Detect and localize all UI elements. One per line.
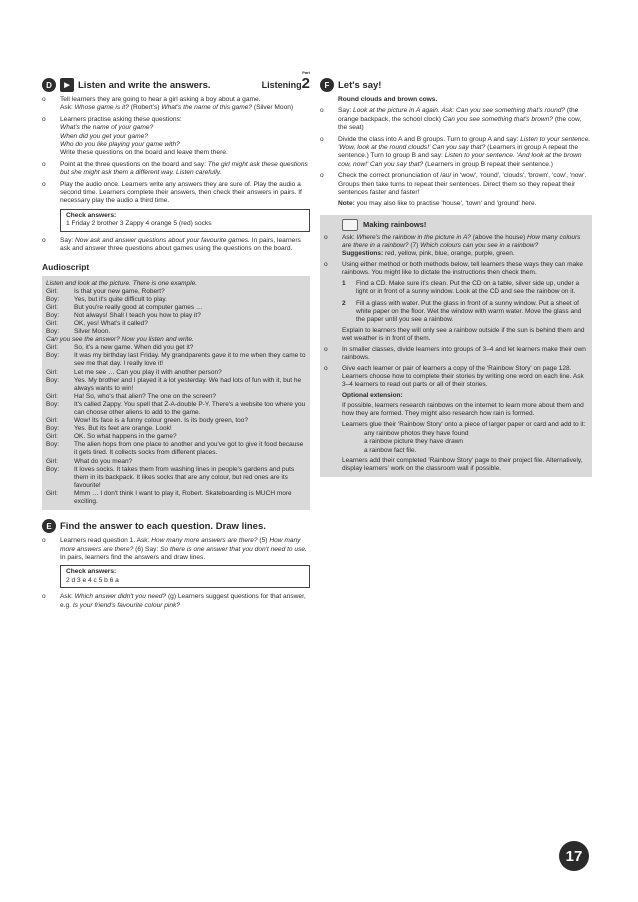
instruction-text: Using either method or both methods below, tell learners these ways they can make rainbows. You might like to dictate the instructions then check them. [342, 261, 583, 277]
instruction-text: In pairs, learners find the answers and draw lines. [60, 553, 206, 561]
audioscript-line [46, 490, 306, 506]
instruction-text: Ask: [60, 593, 73, 601]
question-text: How many colours are there in a rainbow? [342, 233, 581, 249]
suggestions-text: red, yellow, pink, blue, orange, purple, green. [384, 250, 515, 258]
section-d-heading [42, 70, 310, 92]
speaker-label: Boy: [46, 328, 60, 336]
question-text: Can you see something that's brown? [442, 115, 553, 123]
speaker-label: Girl: [46, 417, 58, 425]
instruction-text: (Learners in group A repeat the sentence.) Turn to group B and say: [338, 144, 579, 160]
instruction-text: In smaller classes, divide learners into groups of 3–4 and let learners make their own rainbows. [342, 346, 586, 362]
check-answers-list: 1 Friday 2 brother 3 Zappy 4 orange 5 (red) socks [66, 220, 212, 228]
speaker-label: Boy: [46, 295, 60, 303]
step-number: 1 [342, 280, 346, 288]
dialogue-text: Yes, but it's quite difficult to play. [74, 295, 167, 303]
speaker-label: Boy: [46, 311, 60, 319]
instruction-text: Play the audio once. Learners write any answers they are sure of. Play the audio a second time. Learners complete their answers, then check their answers in pairs. If necessary play the audio a third time. [60, 180, 302, 205]
skill-label: Listening [261, 80, 302, 90]
answer-text: (5) [259, 537, 268, 545]
question-text: Which colours can you see in a rainbow? [420, 241, 539, 249]
answer-text: (Robert's) [130, 104, 160, 112]
speaker-label: Girl: [46, 287, 58, 295]
audioscript-line [46, 288, 306, 296]
speaker-label: Girl: [46, 344, 58, 352]
section-e-title: Find the answer to each question. Draw lines. [60, 520, 266, 532]
audioscript-line [46, 377, 306, 393]
audioscript-lines-example [46, 288, 306, 337]
step-text: Find a CD. Make sure it's clean. Put the CD on a table, silver side up, under a light or in front of a sunny window. Look at the CD and see the rainbow on it. [356, 280, 580, 296]
audioscript-line [46, 296, 306, 304]
optional-extension-text: If possible, learners research rainbows on the internet to learn more about them and how they are formed. They might also research how rain is formed. [342, 401, 584, 417]
part-tag [262, 70, 310, 92]
answer-text: (the cow, the seat) [338, 115, 582, 132]
step-number: 2 [342, 299, 346, 307]
dialogue-text: What do you mean? [74, 457, 133, 465]
instruction-text: Learners practise asking these questions: [60, 115, 182, 123]
audioscript-intro: Listen and look at the picture. There is one example. [46, 279, 198, 287]
section-d-title: Listen and write the answers. [78, 79, 211, 91]
instruction-text: Learners read question 1. Ask: [60, 537, 150, 545]
dialogue-text: OK, yes! What's it called? [74, 319, 148, 327]
instruction-item [42, 181, 310, 206]
dialogue-text: Is that your new game, Robert? [74, 287, 165, 295]
speaker-label: Girl: [46, 433, 58, 441]
dialogue-text: So, it's a new game. When did you get it? [74, 344, 194, 352]
instruction-item [324, 234, 588, 258]
section-e-heading [42, 519, 310, 533]
suggestions-label: Suggestions: [342, 250, 384, 258]
instruction-text: In pairs, learners ask and answer three questions about games using the questions on the board. [60, 236, 301, 253]
audioscript-lines-main [46, 344, 306, 506]
audioscript-line [46, 425, 306, 433]
instruction-text: Say: [60, 236, 74, 244]
list-item: any rainbow photos they have found [364, 429, 469, 437]
speaker-label: Girl: [46, 368, 58, 376]
example-text: Is your friend's favourite colour pink? [72, 601, 181, 609]
note [320, 200, 592, 208]
speaker-label: Boy: [46, 441, 60, 449]
audioscript-line [46, 352, 306, 368]
instruction-text: (Learners in group B repeat their sentence.) [425, 160, 553, 168]
page-number: 17 [559, 841, 589, 871]
dialogue-text: OK. So what happens in the game? [74, 433, 177, 441]
optional-extension-label: Optional extension: [342, 392, 403, 400]
audioscript-line [46, 417, 306, 425]
answer-text: (the orange backpack, the school clock) [338, 107, 579, 123]
instruction-text: Point at the three questions on the board and say: [60, 160, 206, 168]
check-answers-title: Check answers: [66, 568, 117, 576]
speaker-label: Girl: [46, 489, 58, 497]
audioscript-line [46, 320, 306, 328]
instruction-item [324, 365, 588, 389]
audioscript-line [46, 344, 306, 352]
speaker-label: Boy: [46, 376, 60, 384]
instruction-text: Divide the class into A and B groups. Turn to group A and say: [338, 135, 519, 143]
instruction-text: Check the correct pronunciation of /aʊ/ in 'wow', 'round', 'clouds', 'brown', 'cow', 'now'. Groups then take turns to repeat their sentences. Direct them so they repeat their sentences faster and faster! [338, 172, 587, 197]
dialogue-text: The alien hops from one place to another and you've got to give it food because it gets tired. It collects socks from different places. [74, 441, 304, 457]
extra-activity-icon [342, 219, 358, 231]
dialogue-text: Not always! Shall I teach you how to play it? [74, 311, 201, 319]
quote-text: So there is one answer that you don't need to use. [160, 545, 307, 553]
speaker-label: Boy: [46, 425, 60, 433]
speaker-label: Boy: [46, 400, 60, 408]
speaker-label: Girl: [46, 319, 58, 327]
question-text: What's the name of this game? [161, 104, 253, 112]
dialogue-text: It's called Zappy. You spell that Z-A-double P-Y. There's a website too where you can choose other aliens to add to the game. [74, 400, 306, 416]
numbered-step [324, 300, 588, 324]
step-text: Fill a glass with water. Put the glass in front of a sunny window. Put a sheet of white paper on the floor. Wet the window with warm water. Move the glass and the paper until you see a rainbow. [356, 299, 582, 323]
section-f-title: Let's say! [338, 79, 382, 91]
optional-extension-text: Learners add their completed 'Rainbow Story' page to their project file. Alternatively, display learners' work on the classroom wall if possible. [342, 457, 583, 473]
check-answers-box [60, 565, 310, 588]
instruction-text: Ask: [60, 104, 73, 112]
section-d-letter-icon: D [42, 78, 56, 92]
play-audio-icon: ▶ [60, 78, 74, 92]
dialogue-text: But you're really good at computer games … [74, 303, 203, 311]
question-text: Whose game is it? [74, 104, 129, 112]
dialogue-text: Yes. My brother and I played it a lot yesterday. We had lots of fun with it, but he always wants to win! [74, 376, 302, 392]
instruction-item [320, 136, 592, 170]
instruction-item [42, 593, 310, 610]
answer-text: (Silver Moon) [253, 104, 294, 112]
dialogue-text: Mmm … I don't think I want to play it, Robert. Skateboarding is MUCH more exciting. [74, 489, 292, 506]
instruction-item [42, 161, 310, 178]
speaker-label: Girl: [46, 392, 58, 400]
audioscript-line [46, 393, 306, 401]
audioscript-intro: Can you see the answer? Now you listen and write. [46, 336, 194, 344]
instruction-text: Ask: [342, 233, 355, 241]
question-text: Which answer didn't you need? [74, 593, 167, 601]
instruction-text: Give each learner or pair of learners a copy of the 'Rainbow Story' on page 128. Learners choose how to complete their stories by writing one word on each line. Ask 3–4 learners to read out parts or all of their stories. [342, 365, 584, 389]
question-text: When did you get your game? [60, 132, 148, 140]
instruction-item [42, 237, 310, 254]
audioscript-heading: Audioscript [42, 261, 90, 272]
check-answers-title: Check answers: [66, 211, 117, 219]
quote-text: Listen to your sentence. 'And look at the brown cow, now!' Can you say that? [338, 152, 582, 168]
numbered-step [324, 280, 588, 296]
quote-text: Listen to your sentence. 'Wow, look at the round clouds!' Can you say that? [338, 135, 591, 152]
dialogue-text: Ha! So, who's that alien? The one on the screen? [74, 392, 217, 400]
audioscript-line [46, 441, 306, 457]
question-text: How many more answers are there? [60, 537, 301, 553]
quote-text: The girl might ask these questions but she might ask them a different way. Listen carefully. [60, 160, 308, 177]
instruction-text: Say: [338, 107, 352, 115]
answer-text: (6) Say: [135, 545, 159, 553]
question-text: What's the name of your game? [60, 124, 154, 132]
audioscript-line [46, 328, 306, 336]
answer-text: (7) [410, 241, 419, 249]
making-rainbows-title: Making rainbows! [363, 219, 427, 229]
making-rainbows-box [320, 215, 592, 477]
instruction-item [42, 537, 310, 562]
quote-text: Now ask and answer questions about your favourite games. [75, 236, 250, 244]
instruction-text: (g) Learners suggest questions for that answer, e.g. [60, 593, 306, 609]
instruction-text: Write these questions on the board and leave them there. [60, 149, 228, 157]
note-text: you may also like to practise 'house', 'town' and 'ground' here. [356, 200, 537, 208]
list-item: a rainbow fact file. [364, 446, 417, 454]
list-item: a rainbow picture they have drawn [364, 438, 464, 446]
instruction-item [324, 346, 588, 362]
dialogue-text: It was my birthday last Friday. My grandparents gave it to me when they came to see me that day. I really love it! [74, 352, 306, 368]
instruction-item [42, 96, 310, 113]
dialogue-text: Wow! Its face is a funny colour green. Is its body green, too? [74, 417, 249, 425]
making-rainbows-heading [324, 219, 588, 231]
question-text: Look at the picture in A again. Ask: Can you see something that's round? [353, 107, 566, 115]
question-text: How many more answers are there? [151, 537, 258, 545]
dialogue-text: Yes. But its feet are orange. Look! [74, 425, 172, 433]
instruction-item [320, 107, 592, 132]
right-column [320, 78, 592, 477]
question-text: Who do you like playing your game with? [60, 141, 180, 149]
speaker-label: Girl: [46, 457, 58, 465]
part-label: Part [302, 70, 310, 75]
audioscript-line [46, 466, 306, 490]
section-f-subtitle: Round clouds and brown cows. [338, 96, 438, 103]
speaker-label: Boy: [46, 352, 60, 360]
instruction-item [42, 116, 310, 158]
speaker-label: Girl: [46, 303, 58, 311]
answer-text: (above the house) [472, 233, 526, 241]
section-f-letter-icon: F [320, 78, 334, 92]
speaker-label: Boy: [46, 465, 60, 473]
check-answers-list: 2 d 3 e 4 c 5 b 6 a [66, 576, 119, 584]
left-column [42, 70, 310, 613]
dialogue-text: It loves socks. It takes them from washing lines in people's gardens and puts them in its backpack. It likes socks that are any colour, but red ones are its favourite! [74, 465, 295, 489]
audioscript-line [46, 304, 306, 312]
dialogue-text: Let me see … Can you play it with another person? [74, 368, 222, 376]
section-f-heading [320, 78, 592, 92]
audioscript-box [42, 276, 310, 511]
optional-extension-text: Learners glue their 'Rainbow Story' onto a piece of larger paper or card and add to it: [342, 420, 586, 428]
explanation: Explain to learners they will only see a rainbow outside if the sun is behind them and wet weather is in front of them. [342, 326, 585, 342]
instruction-text: Tell learners they are going to hear a girl asking a boy about a game. [60, 96, 261, 103]
audioscript-line [46, 433, 306, 441]
section-e-letter-icon: E [42, 519, 56, 533]
audioscript-line [46, 401, 306, 417]
audioscript-line [46, 312, 306, 320]
check-answers-box [60, 209, 310, 232]
dialogue-text: Silver Moon. [74, 328, 111, 336]
instruction-item [324, 261, 588, 277]
note-label: Note: [338, 200, 355, 208]
question-text: Where's the rainbow in the picture in A? [356, 233, 471, 241]
audioscript-line [46, 369, 306, 377]
part-number: 2 [301, 75, 310, 92]
instruction-item [320, 172, 592, 197]
audioscript-line [46, 458, 306, 466]
